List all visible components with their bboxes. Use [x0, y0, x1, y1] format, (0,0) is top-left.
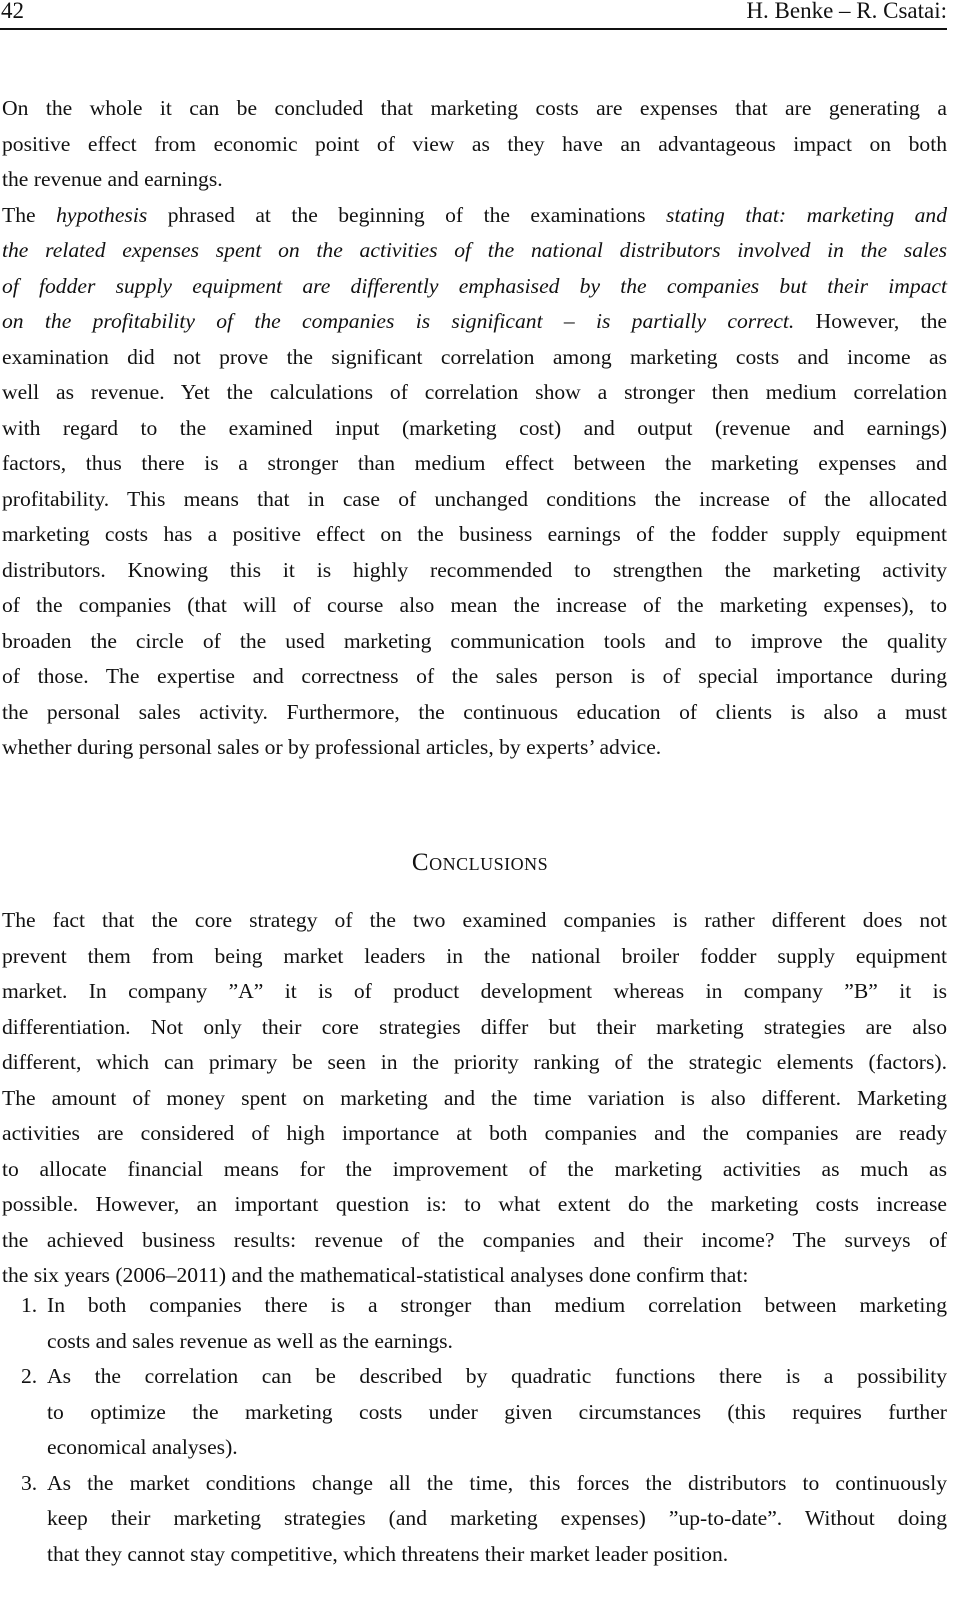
text-line: As the market conditions change all the time, this forces the distributors to continuously [47, 1470, 947, 1495]
text-line: possible. However, an important question is: to what extent do the marketing costs increase [2, 1192, 947, 1216]
text-line: distributors. Knowing this it is highly recommended to strengthen the marketing activity [2, 557, 947, 582]
text-line: In both companies there is a stronger than medium correlation between marketing [47, 1293, 947, 1317]
text-run: phrased at the beginning of the examinations [147, 202, 667, 227]
text-line: As the correlation can be described by quadratic functions there is a possibility [47, 1364, 947, 1388]
text-line: examination did not prove the significant correlation among marketing costs and income as [2, 344, 947, 369]
text-line: the personal sales activity. Furthermore, the continuous education of clients is also a must [2, 699, 947, 724]
paragraph-hypothesis [2, 198, 947, 766]
text-line [2, 198, 947, 234]
text-line: activities are considered of high importance at both companies and the companies are ready [2, 1121, 947, 1145]
list-item [2, 1466, 947, 1573]
text-line [2, 304, 947, 340]
list-number: 1. [21, 1293, 38, 1317]
italic-hypothesis-line: of fodder supply equipment are differently emphasised by the companies but their impact [2, 273, 947, 298]
text-line: economical analyses). [47, 1435, 238, 1459]
italic-hypothesis-line: the related expenses spent on the activities of the national distributors involved in the sales [2, 238, 947, 262]
text-line: broaden the circle of the used marketing communication tools and to improve the quality [2, 628, 947, 653]
text-line: whether during personal sales or by professional articles, by experts’ advice. [2, 735, 662, 759]
text-line: positive effect from economic point of view as they have an advantageous impact on both [2, 131, 947, 156]
running-title: H. Benke – R. Csatai: [746, 0, 947, 23]
text-line: of those. The expertise and correctness of the sales person is of special importance during [2, 664, 947, 688]
section-heading-text: Conclusions [411, 849, 549, 876]
text-line: the six years (2006–2011) and the mathematical-statistical analyses done confirm that: [2, 1263, 749, 1287]
header-rule [0, 28, 947, 30]
paragraph-summary [2, 91, 947, 198]
text-line: to allocate financial means for the improvement of the marketing activities as much as [2, 1156, 947, 1181]
text-line: On the whole it can be concluded that marketing costs are expenses that are generating a [2, 96, 947, 120]
text-line: different, which can primary be seen in the priority ranking of the strategic elements (factors). [2, 1050, 947, 1074]
page-number: 42 [1, 0, 24, 23]
italic-term: hypothesis [56, 202, 148, 227]
section-conclusions [2, 903, 947, 1294]
section-heading [0, 848, 960, 878]
text-line: The amount of money spent on marketing and the time variation is also different. Marketing [2, 1085, 947, 1110]
italic-hypothesis: on the profitability of the companies is significant – is partially correct. [2, 309, 795, 333]
text-line: that they cannot stay competitive, which threatens their market leader position. [47, 1541, 729, 1566]
list-item [2, 1288, 947, 1359]
list-number: 3. [21, 1470, 38, 1495]
text-line: costs and sales revenue as well as the earnings. [47, 1328, 453, 1353]
text-line: keep their marketing strategies (and marketing expenses) ”up-to-date”. Without doing [47, 1506, 947, 1530]
text-line: of the companies (that will of course also mean the increase of the marketing expenses), to [2, 593, 947, 617]
text-line: profitability. This means that in case of unchanged conditions the increase of the allocated [2, 486, 947, 511]
text-run: However, the [794, 309, 947, 333]
running-header [0, 0, 947, 26]
section-discussion [2, 91, 947, 766]
text-line: The fact that the core strategy of the two examined companies is rather different does not [2, 908, 947, 932]
text-line: prevent them from being market leaders in the national broiler fodder supply equipment [2, 943, 947, 968]
text-run: The [2, 202, 57, 227]
list-item [2, 1359, 947, 1466]
text-line: market. In company ”A” it is of product development whereas in company ”B” it is [2, 979, 947, 1003]
text-line: the achieved business results: revenue of the companies and their income? The surveys of [2, 1227, 947, 1252]
text-line: with regard to the examined input (marketing cost) and output (revenue and earnings) [2, 415, 947, 440]
italic-hypothesis: stating that: marketing and [666, 202, 947, 227]
text-line: well as revenue. Yet the calculations of correlation show a stronger then medium correlation [2, 380, 947, 404]
text-line: to optimize the marketing costs under given circumstances (this requires further [47, 1399, 947, 1424]
text-line: marketing costs has a positive effect on the business earnings of the fodder supply equipment [2, 522, 947, 546]
findings-list [2, 1288, 947, 1572]
text-line: factors, thus there is a stronger than medium effect between the marketing expenses and [2, 451, 947, 475]
text-line: differentiation. Not only their core strategies differ but their marketing strategies are also [2, 1014, 947, 1039]
list-number: 2. [21, 1364, 38, 1388]
text-line: the revenue and earnings. [2, 167, 223, 191]
paragraph-conclusions [2, 903, 947, 1294]
